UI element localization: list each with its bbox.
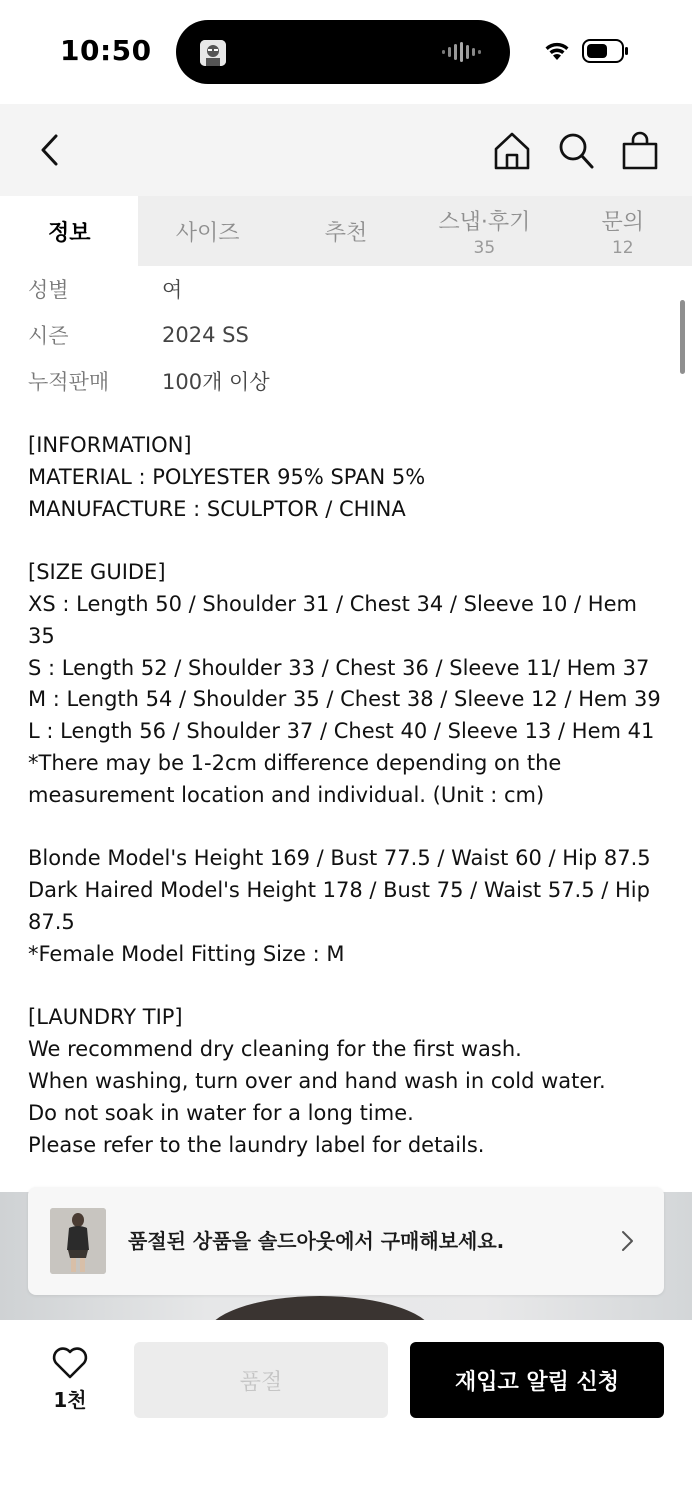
product-info-table <box>28 266 668 404</box>
size-guide-s: S : Length 52 / Shoulder 33 / Chest 36 / Sleeve 11/ Hem 37 <box>28 655 650 680</box>
size-note-line1: *There may be 1-2cm difference depending on the <box>28 750 562 775</box>
home-icon[interactable] <box>492 130 532 172</box>
tab-count: 35 <box>473 237 496 258</box>
laundry-tip-1: We recommend dry cleaning for the first wash. <box>28 1037 522 1062</box>
size-note-line2: measurement location and individual. (Unit : cm) <box>28 782 545 807</box>
like-button[interactable] <box>40 1346 100 1416</box>
tab-label: 스냅·후기 <box>438 209 531 235</box>
back-chevron-icon[interactable] <box>36 132 66 168</box>
model-fitting-text: *Female Model Fitting Size : M <box>28 941 345 966</box>
shopping-bag-icon[interactable] <box>620 130 660 172</box>
model-blonde-text: Blonde Model's Height 169 / Bust 77.5 / Waist 60 / Hip 87.5 <box>28 846 651 871</box>
status-bar <box>0 0 692 104</box>
info-row-gender <box>28 266 668 312</box>
scrollbar[interactable] <box>680 300 685 374</box>
model-dark-text-line1: Dark Haired Model's Height 178 / Bust 75 / Waist 57.5 / Hip <box>28 878 650 903</box>
wifi-icon <box>542 38 572 62</box>
info-row-cumulative-sales <box>28 358 668 404</box>
tab-info[interactable] <box>0 196 138 266</box>
soldout-banner[interactable] <box>28 1187 664 1295</box>
laundry-tip-3: Do not soak in water for a long time. <box>28 1100 414 1125</box>
tab-count: 12 <box>611 237 634 258</box>
info-row-season <box>28 312 668 358</box>
banner-thumbnail <box>50 1208 106 1274</box>
tab-size[interactable] <box>138 196 276 266</box>
info-key: 성별 <box>28 278 69 302</box>
size-guide-l: L : Length 56 / Shoulder 37 / Chest 40 / Sleeve 13 / Hem 41 <box>28 719 655 744</box>
bottom-action-bar <box>0 1320 692 1500</box>
product-description <box>28 430 668 1161</box>
audio-waveform-icon <box>442 42 482 62</box>
chevron-right-icon <box>620 1227 636 1255</box>
heart-icon <box>51 1346 89 1380</box>
model-dark-text-line2: 87.5 <box>28 909 75 934</box>
info-value: 100개 이상 <box>162 370 270 394</box>
info-key: 시즌 <box>28 324 69 348</box>
info-value: 2024 SS <box>162 323 249 347</box>
model-photo-hair <box>206 1296 434 1320</box>
navigation-bar <box>0 104 692 196</box>
tab-inquiry[interactable] <box>554 196 692 266</box>
status-time: 10:50 <box>60 34 152 67</box>
size-guide-xs: XS : Length 50 / Shoulder 31 / Chest 34 / Sleeve 10 / Hem 35 <box>28 591 637 648</box>
laundry-tip-4: Please refer to the laundry label for details. <box>28 1132 485 1157</box>
tab-recommend[interactable] <box>277 196 415 266</box>
dynamic-island <box>176 20 510 84</box>
restock-alert-button[interactable]: 재입고 알림 신청 <box>410 1342 664 1418</box>
material-text: MATERIAL : POLYESTER 95% SPAN 5% <box>28 464 426 489</box>
tab-label: 문의 <box>601 209 645 235</box>
tab-label: 사이즈 <box>175 220 240 246</box>
soldout-banner-text: 품절된 상품을 솔드아웃에서 구매해보세요. <box>128 1229 505 1253</box>
manufacture-text: MANUFACTURE : SCULPTOR / CHINA <box>28 496 406 521</box>
tab-label: 추천 <box>324 220 368 246</box>
live-activity-avatar-icon <box>200 40 226 66</box>
battery-icon <box>582 38 630 64</box>
product-tabs <box>0 196 692 266</box>
search-icon[interactable] <box>556 130 596 172</box>
laundry-tip-2: When washing, turn over and hand wash in cold water. <box>28 1068 606 1093</box>
size-guide-m: M : Length 54 / Shoulder 35 / Chest 38 / Sleeve 12 / Hem 39 <box>28 687 661 712</box>
soldout-button[interactable]: 품절 <box>134 1342 388 1418</box>
information-heading: [INFORMATION] <box>28 433 192 457</box>
info-key: 누적판매 <box>28 370 110 394</box>
laundry-heading: [LAUNDRY TIP] <box>28 1005 183 1030</box>
like-count: 1천 <box>53 1388 87 1412</box>
info-value: 여 <box>162 278 183 302</box>
size-guide-heading: [SIZE GUIDE] <box>28 560 166 585</box>
tab-snap-review[interactable] <box>415 196 553 266</box>
tab-label: 정보 <box>47 220 91 246</box>
